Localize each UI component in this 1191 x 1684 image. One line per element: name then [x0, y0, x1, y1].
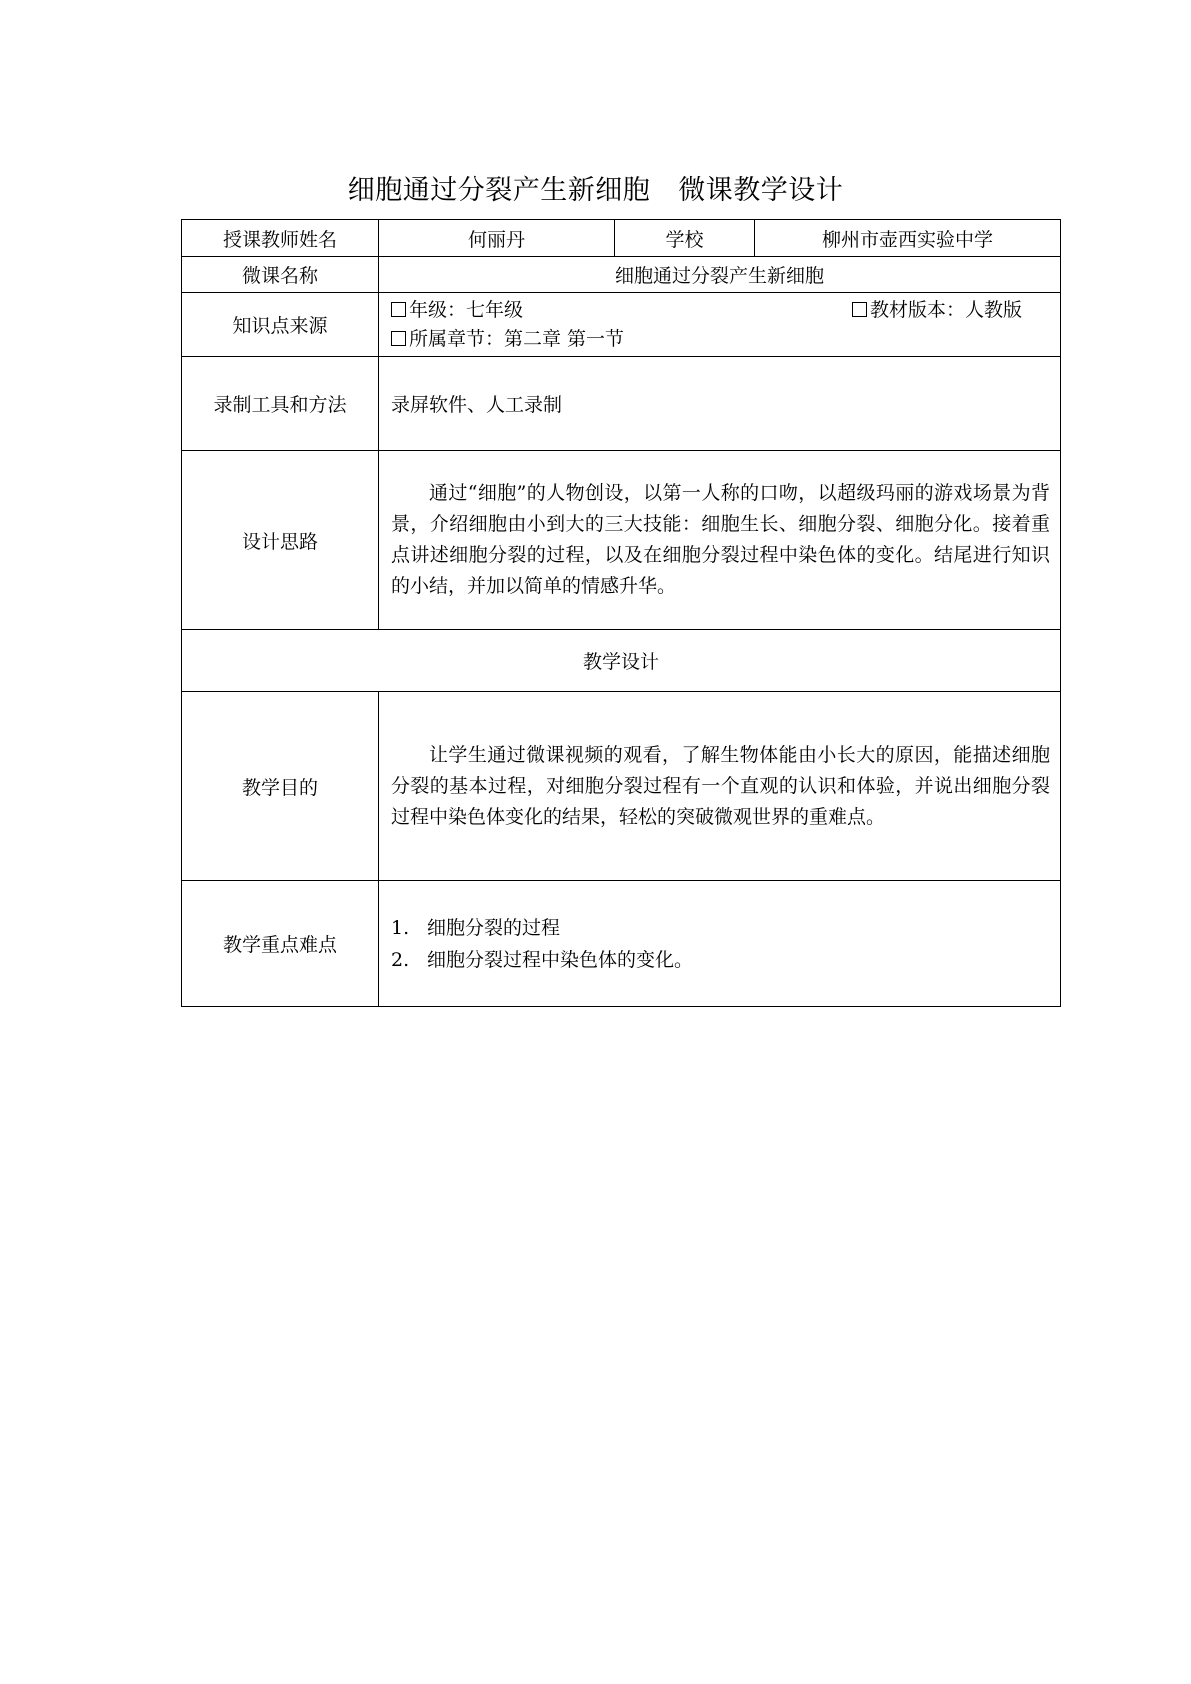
- row-idea: [182, 451, 1061, 630]
- chapter-text: 所属章节：第二章 第一节: [409, 327, 625, 350]
- idea-text: 通过“细胞”的人物创设，以第一人称的口吻，以超级玛丽的游戏场景为背景，介绍细胞由小到大的三大技能：细胞生长、细胞分裂、细胞分化。接着重点讲述细胞分裂的过程，以及在细胞分裂过程中染色体的变化。结尾进行知识的小结，并加以简单的情感升华。: [391, 482, 1050, 597]
- edition-item: [852, 296, 1022, 325]
- row-course: [182, 257, 1061, 293]
- row-key-points: [182, 881, 1061, 1007]
- tools-value: 录屏软件、人工录制: [379, 357, 1061, 451]
- school-name: 柳州市壶西实验中学: [755, 220, 1061, 257]
- goal-text: 让学生通过微课视频的观看，了解生物体能由小长大的原因，能描述细胞分裂的基本过程，对细胞分裂过程有一个直观的认识和体验，并说出细胞分裂过程中染色体变化的结果，轻松的突破微观世界的重难点。: [391, 743, 1050, 828]
- idea-label: 设计思路: [182, 451, 379, 630]
- edition-text: 教材版本：人教版: [869, 298, 1022, 321]
- section-header: 教学设计: [182, 630, 1061, 692]
- row-source: [182, 293, 1061, 357]
- grade-text: 年级：七年级: [409, 298, 524, 321]
- tools-label: 录制工具和方法: [182, 357, 379, 451]
- checkbox-icon: [391, 302, 406, 317]
- list-number: 1.: [391, 916, 410, 939]
- school-label: 学校: [615, 220, 755, 257]
- checkbox-icon: [852, 302, 867, 317]
- teacher-label: 授课教师姓名: [182, 220, 379, 257]
- key-label: 教学重点难点: [182, 881, 379, 1007]
- goal-label: 教学目的: [182, 692, 379, 881]
- list-item: [391, 944, 1050, 976]
- goal-cell: [379, 692, 1061, 881]
- row-teacher: [182, 220, 1061, 257]
- title-part-1: 细胞通过分裂产生新细胞: [347, 175, 651, 206]
- list-number: 2.: [391, 948, 410, 971]
- idea-cell: [379, 451, 1061, 630]
- source-content: [379, 293, 1061, 357]
- title-part-2: 微课教学设计: [678, 175, 844, 206]
- course-label: 微课名称: [182, 257, 379, 293]
- page-title: [0, 168, 1191, 207]
- checkbox-icon: [391, 331, 406, 346]
- key-cell: [379, 881, 1061, 1007]
- chapter-item: [391, 325, 1050, 354]
- list-item: [391, 912, 1050, 944]
- list-text: 细胞分裂过程中染色体的变化。: [427, 948, 694, 971]
- list-text: 细胞分裂的过程: [427, 916, 561, 939]
- row-goal: [182, 692, 1061, 881]
- source-label: 知识点来源: [182, 293, 379, 357]
- course-name: 细胞通过分裂产生新细胞: [379, 257, 1061, 293]
- grade-item: [391, 296, 523, 325]
- row-section-header: [182, 630, 1061, 692]
- teacher-name: 何丽丹: [379, 220, 615, 257]
- lesson-design-table: [181, 219, 1061, 1007]
- row-tools: [182, 357, 1061, 451]
